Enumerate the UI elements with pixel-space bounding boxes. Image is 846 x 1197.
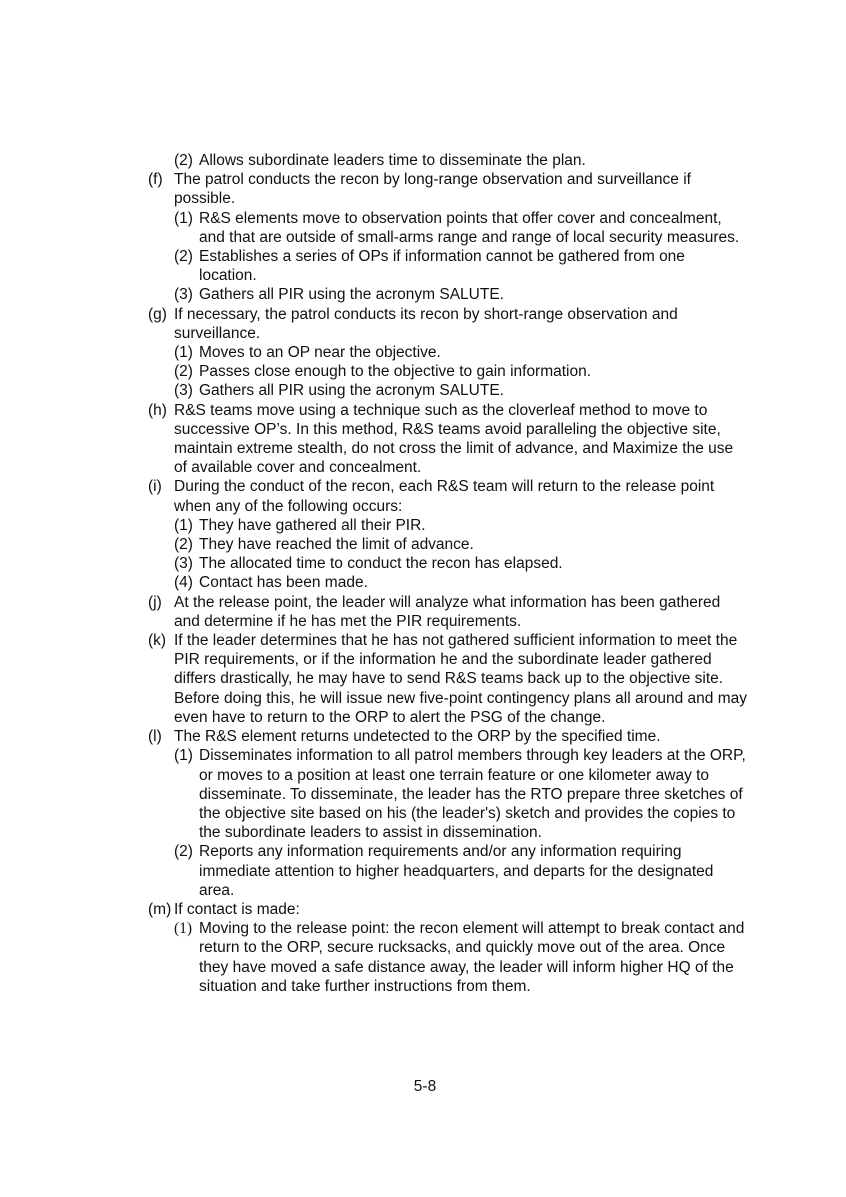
item-label: (3) <box>174 286 193 304</box>
list-item <box>148 170 748 208</box>
item-label: (4) <box>174 574 193 592</box>
item-label: (2) <box>174 152 193 169</box>
item-text: Moving to the release point: the recon element will attempt to break contact and return to the ORP, secure rucksacks, and quickly move out of the area. Once they have moved a safe distance away, the leader will inform higher HQ of the situation and take further instructions from them. <box>199 920 745 995</box>
list-item <box>174 746 746 842</box>
item-label: (3) <box>174 382 193 400</box>
item-text: The allocated time to conduct the recon has elapsed. <box>199 555 563 573</box>
list-item <box>174 842 746 900</box>
item-text: Contact has been made. <box>199 574 368 592</box>
item-label: (m) <box>148 900 172 918</box>
item-text: The R&S element returns undetected to the ORP by the specified time. <box>174 728 661 746</box>
list-item <box>174 535 746 554</box>
list-item <box>148 631 748 727</box>
item-text: Allows subordinate leaders time to disseminate the plan. <box>199 152 586 169</box>
item-text: Passes close enough to the objective to gain information. <box>199 363 592 381</box>
item-text: They have reached the limit of advance. <box>199 536 474 554</box>
list-item <box>174 343 746 362</box>
item-text: If necessary, the patrol conducts its recon by short-range observation and surveillance. <box>174 305 678 342</box>
item-label: (j) <box>148 593 162 611</box>
item-text: Reports any information requirements and/or any information requiring immediate attention to higher headquarters, and departs for the designated area. <box>199 843 714 899</box>
item-label: (2) <box>174 536 193 554</box>
list-item <box>174 247 746 285</box>
item-text: Gathers all PIR using the acronym SALUTE. <box>199 286 504 304</box>
item-text: During the conduct of the recon, each R&S team will return to the release point when any of the following occurs: <box>174 478 715 515</box>
item-text: Disseminates information to all patrol members through key leaders at the ORP, or moves to a position at least one terrain feature or one kilometer away to disseminate. To disseminate, the leader has the RTO prepare three sketches of the objective site based on his (the leader's) sketch and provides the copies to the subordinate leaders to assist in dissemination. <box>199 747 746 842</box>
item-label: (h) <box>148 401 167 419</box>
document-body <box>0 151 846 996</box>
list-item <box>174 362 746 381</box>
item-text: If contact is made: <box>174 900 300 918</box>
list-item <box>148 401 748 478</box>
item-label: (i) <box>148 478 162 496</box>
list-item <box>174 573 746 592</box>
item-label: (2) <box>174 363 193 381</box>
item-label: (2) <box>174 843 193 861</box>
item-label: (k) <box>148 632 167 650</box>
item-label: (3) <box>174 555 193 573</box>
item-label: (1) <box>174 344 193 362</box>
list-item <box>148 900 748 919</box>
item-label: (f) <box>148 171 163 189</box>
page-number: 5-8 <box>413 1078 437 1095</box>
item-label: (1) <box>174 516 193 534</box>
item-label: (1) <box>174 747 193 765</box>
item-text: Gathers all PIR using the acronym SALUTE. <box>199 382 504 400</box>
list-item <box>148 593 748 631</box>
item-text: The patrol conducts the recon by long-range observation and surveillance if possible. <box>174 171 691 208</box>
item-text: Establishes a series of OPs if information cannot be gathered from one location. <box>199 248 685 285</box>
item-text: They have gathered all their PIR. <box>199 516 426 534</box>
list-item <box>148 727 748 746</box>
list-item <box>148 477 748 515</box>
list-item <box>148 305 748 343</box>
item-text: R&S teams move using a technique such as the cloverleaf method to move to successive OP’s. In this method, R&S teams avoid paralleling the objective site, maintain extreme stealth, do not cross the limit of advance, and Maximize the use of available cover and concealment. <box>174 401 734 477</box>
item-text: Moves to an OP near the objective. <box>199 344 441 362</box>
list-item <box>174 919 746 996</box>
list-item <box>174 209 746 247</box>
list-item <box>174 381 746 400</box>
list-item <box>174 151 746 170</box>
list-item <box>174 554 746 573</box>
item-label: (2) <box>174 248 193 266</box>
list-item <box>174 516 746 535</box>
item-label: (l) <box>148 728 162 746</box>
item-text: At the release point, the leader will analyze what information has been gathered and determine if he has met the PIR requirements. <box>174 593 721 630</box>
item-text: R&S elements move to observation points that offer cover and concealment, and that are outside of small-arms range and range of local security measures. <box>199 209 740 246</box>
item-label: (g) <box>148 305 167 323</box>
item-text: If the leader determines that he has not gathered sufficient information to meet the PIR requirements, or if the information he and the subordinate leader gathered differs drastically, he may have to send R&S teams back up to the objective site. Before doing this, he will issue new five-point contingency plans all around and may even have to return to the ORP to alert the PSG of the change. <box>174 632 747 726</box>
item-label: (1) <box>174 209 193 227</box>
item-label: (1) <box>174 920 193 938</box>
list-item <box>174 285 746 304</box>
